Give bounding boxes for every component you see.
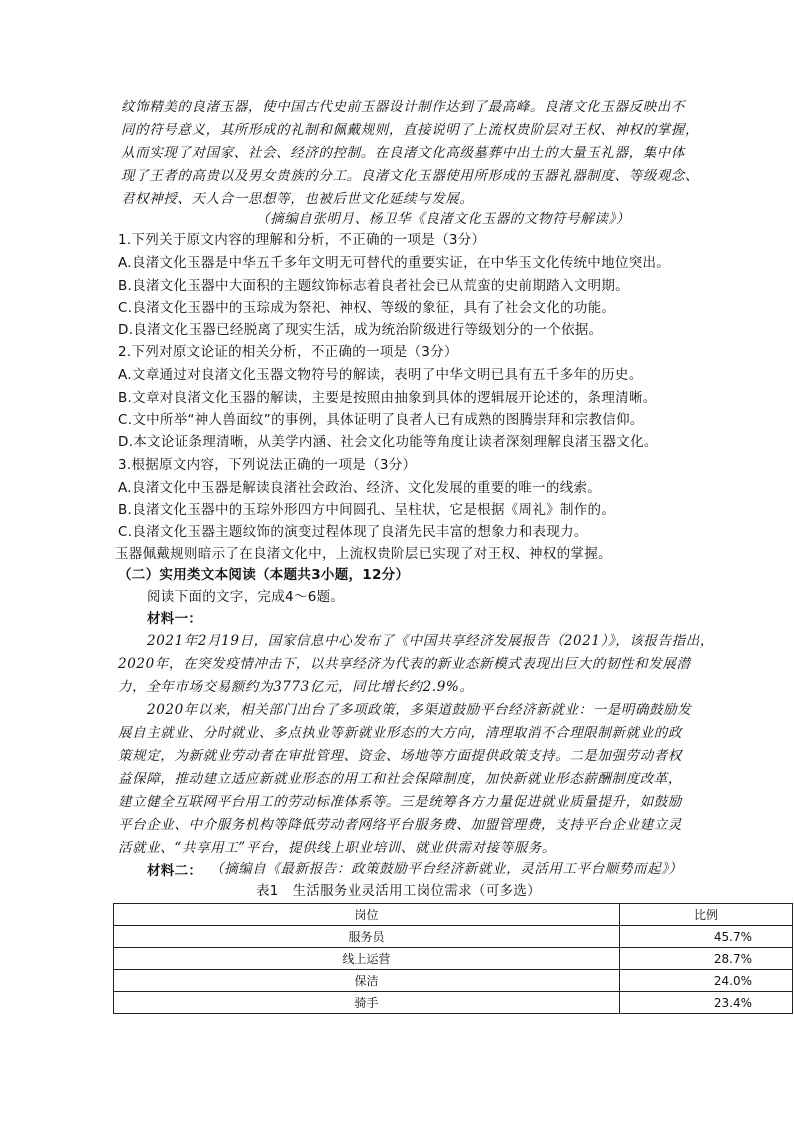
question-1-option-a: A.良渚文化玉器是中华五千多年文明无可替代的重要实证，在中华玉文化传统中地位突出。 [118,255,671,271]
material-1-line: 建立健全互联网平台用工的劳动标准体系等。三是统筹各方力量促进就业质量提升，如鼓励 [118,794,682,810]
question-1-option-c: C.良渚文化玉器中的玉琮成为祭祀、神权、等级的象征，具有了社会文化的功能。 [118,300,616,316]
question-1-option-d: D.良渚文化玉器已经脱离了现实生活，成为统治阶级进行等级划分的一个依据。 [118,322,603,338]
passage-source: （摘编自张明月、杨卫华《良渚文化玉器的文物符号解读》） [256,211,630,227]
job-demand-table [113,903,793,1014]
material-1-line: 2020年以来，相关部门出台了多项政策，多渠道鼓励平台经济新就业：一是明确鼓励发 [147,702,692,718]
question-3-stem: 3.根据原文内容，下列说法正确的一项是（3分） [118,457,417,473]
table-cell: 保洁 [114,970,620,992]
table-header-cell: 比例 [620,904,793,926]
question-2-option-a: A.文章通过对良渚文化玉器文物符号的解读，表明了中华文明已具有五千多年的历史。 [118,367,643,383]
question-3-option-d: 玉器佩戴规则暗示了在良渚文化中，上流权贵阶层已实现了对王权、神权的掌握。 [115,546,612,562]
material-1-title: 材料一： [147,611,203,627]
question-3-option-a: A.良渚文化中玉器是解读良渚社会政治、经济、文化发展的重要的唯一的线索。 [118,480,602,496]
table-cell: 23.4% [620,992,793,1014]
material-1-line: 2021年2月19日，国家信息中心发布了《中国共享经济发展报告（2021）》，该报告指出， [147,633,714,649]
material-1-source: （摘编自《最新报告：政策鼓励平台经济新就业，灵活用工平台顺势而起》） [210,861,683,877]
table-row [114,992,793,1014]
passage-line: 现了王者的高贵以及男女贵族的分工。良渚文化玉器使用所形成的玉器礼器制度、等级观念、 [121,168,700,184]
material-1-line: 展自主就业、分时就业、多点执业等新就业形态的大方向，清理取消不合理限制新就业的政 [118,725,682,741]
table-row [114,948,793,970]
material-2-title: 材料二： [147,863,203,879]
table-caption: 表1 生活服务业灵活用工岗位需求（可多选） [256,883,541,899]
question-1-option-b: B.良渚文化玉器中大面积的主题纹饰标志着良者社会已从荒蛮的史前期踏入文明期。 [118,278,629,294]
question-2-stem: 2.下列对原文论证的相关分析，不正确的一项是（3分） [118,344,458,360]
question-2-option-b: B.文章对良渚文化玉器的解读，主要是按照由抽象到具体的逻辑展开论述的，条理清晰。 [118,390,657,406]
question-2-option-d: D.本文论证条理清晰，从美学内涵、社会文化功能等角度让读者深刻理解良渚玉器文化。 [118,434,658,450]
material-1-line: 活就业、“共享用工”平台，提供线上职业培训、就业供需对接等服务。 [118,840,557,856]
material-1-line: 平台企业、中介服务机构等降低劳动者网络平台服务费、加盟管理费，支持平台企业建立灵 [118,817,682,833]
material-1-line: 益保障，推动建立适应新就业形态的用工和社会保障制度，加快新就业形态薪酬制度改革， [118,771,682,787]
table-header-cell: 岗位 [114,904,620,926]
passage-line: 从而实现了对国家、社会、经济的控制。在良渚文化高级墓葬中出土的大量玉礼器，集中体 [121,145,685,161]
table-header-row [114,904,793,926]
table-row [114,926,793,948]
table-cell: 服务员 [114,926,620,948]
material-1-line: 力，全年市场交易额约为3773亿元，同比增长约2.9%。 [118,679,474,695]
section-instruction: 阅读下面的文字，完成4～6题。 [147,589,345,605]
material-1-line: 策规定，为新就业劳动者在审批管理、资金、场地等方面提供政策支持。二是加强劳动者权 [118,748,682,764]
table-cell: 45.7% [620,926,793,948]
table-cell: 骑手 [114,992,620,1014]
question-2-option-c: C.文中所举“神人兽面纹”的事例，具体证明了良者人已有成熟的图腾崇拜和宗教信仰。 [118,412,644,428]
passage-line: 纹饰精美的良渚玉器，使中国古代史前玉器设计制作达到了最高峰。良渚文化玉器反映出不 [121,99,685,115]
question-3-option-c: C.良渚文化玉器主题纹饰的演变过程体现了良渚先民丰富的想象力和表现力。 [118,524,588,540]
question-3-option-b: B.良渚文化玉器中的玉琮外形四方中间圆孔、呈柱状，它是根据《周礼》制作的。 [118,502,616,518]
table-row [114,970,793,992]
passage-line: 同的符号意义，其所形成的礼制和佩戴规则，直接说明了上流权贵阶层对王权、神权的掌握， [121,122,700,138]
section-heading: （二）实用类文本阅读（本题共3小题，12分） [118,567,410,583]
table-cell: 24.0% [620,970,793,992]
table-cell: 线上运营 [114,948,620,970]
table-cell: 28.7% [620,948,793,970]
material-1-line: 2020年，在突发疫情冲击下，以共享经济为代表的新业态新模式表现出巨大的韧性和发展潜 [118,656,691,672]
question-1-stem: 1.下列关于原文内容的理解和分析，不正确的一项是（3分） [118,232,486,248]
passage-line: 君权神授、天人合一思想等，也被后世文化延续与发展。 [121,191,474,207]
